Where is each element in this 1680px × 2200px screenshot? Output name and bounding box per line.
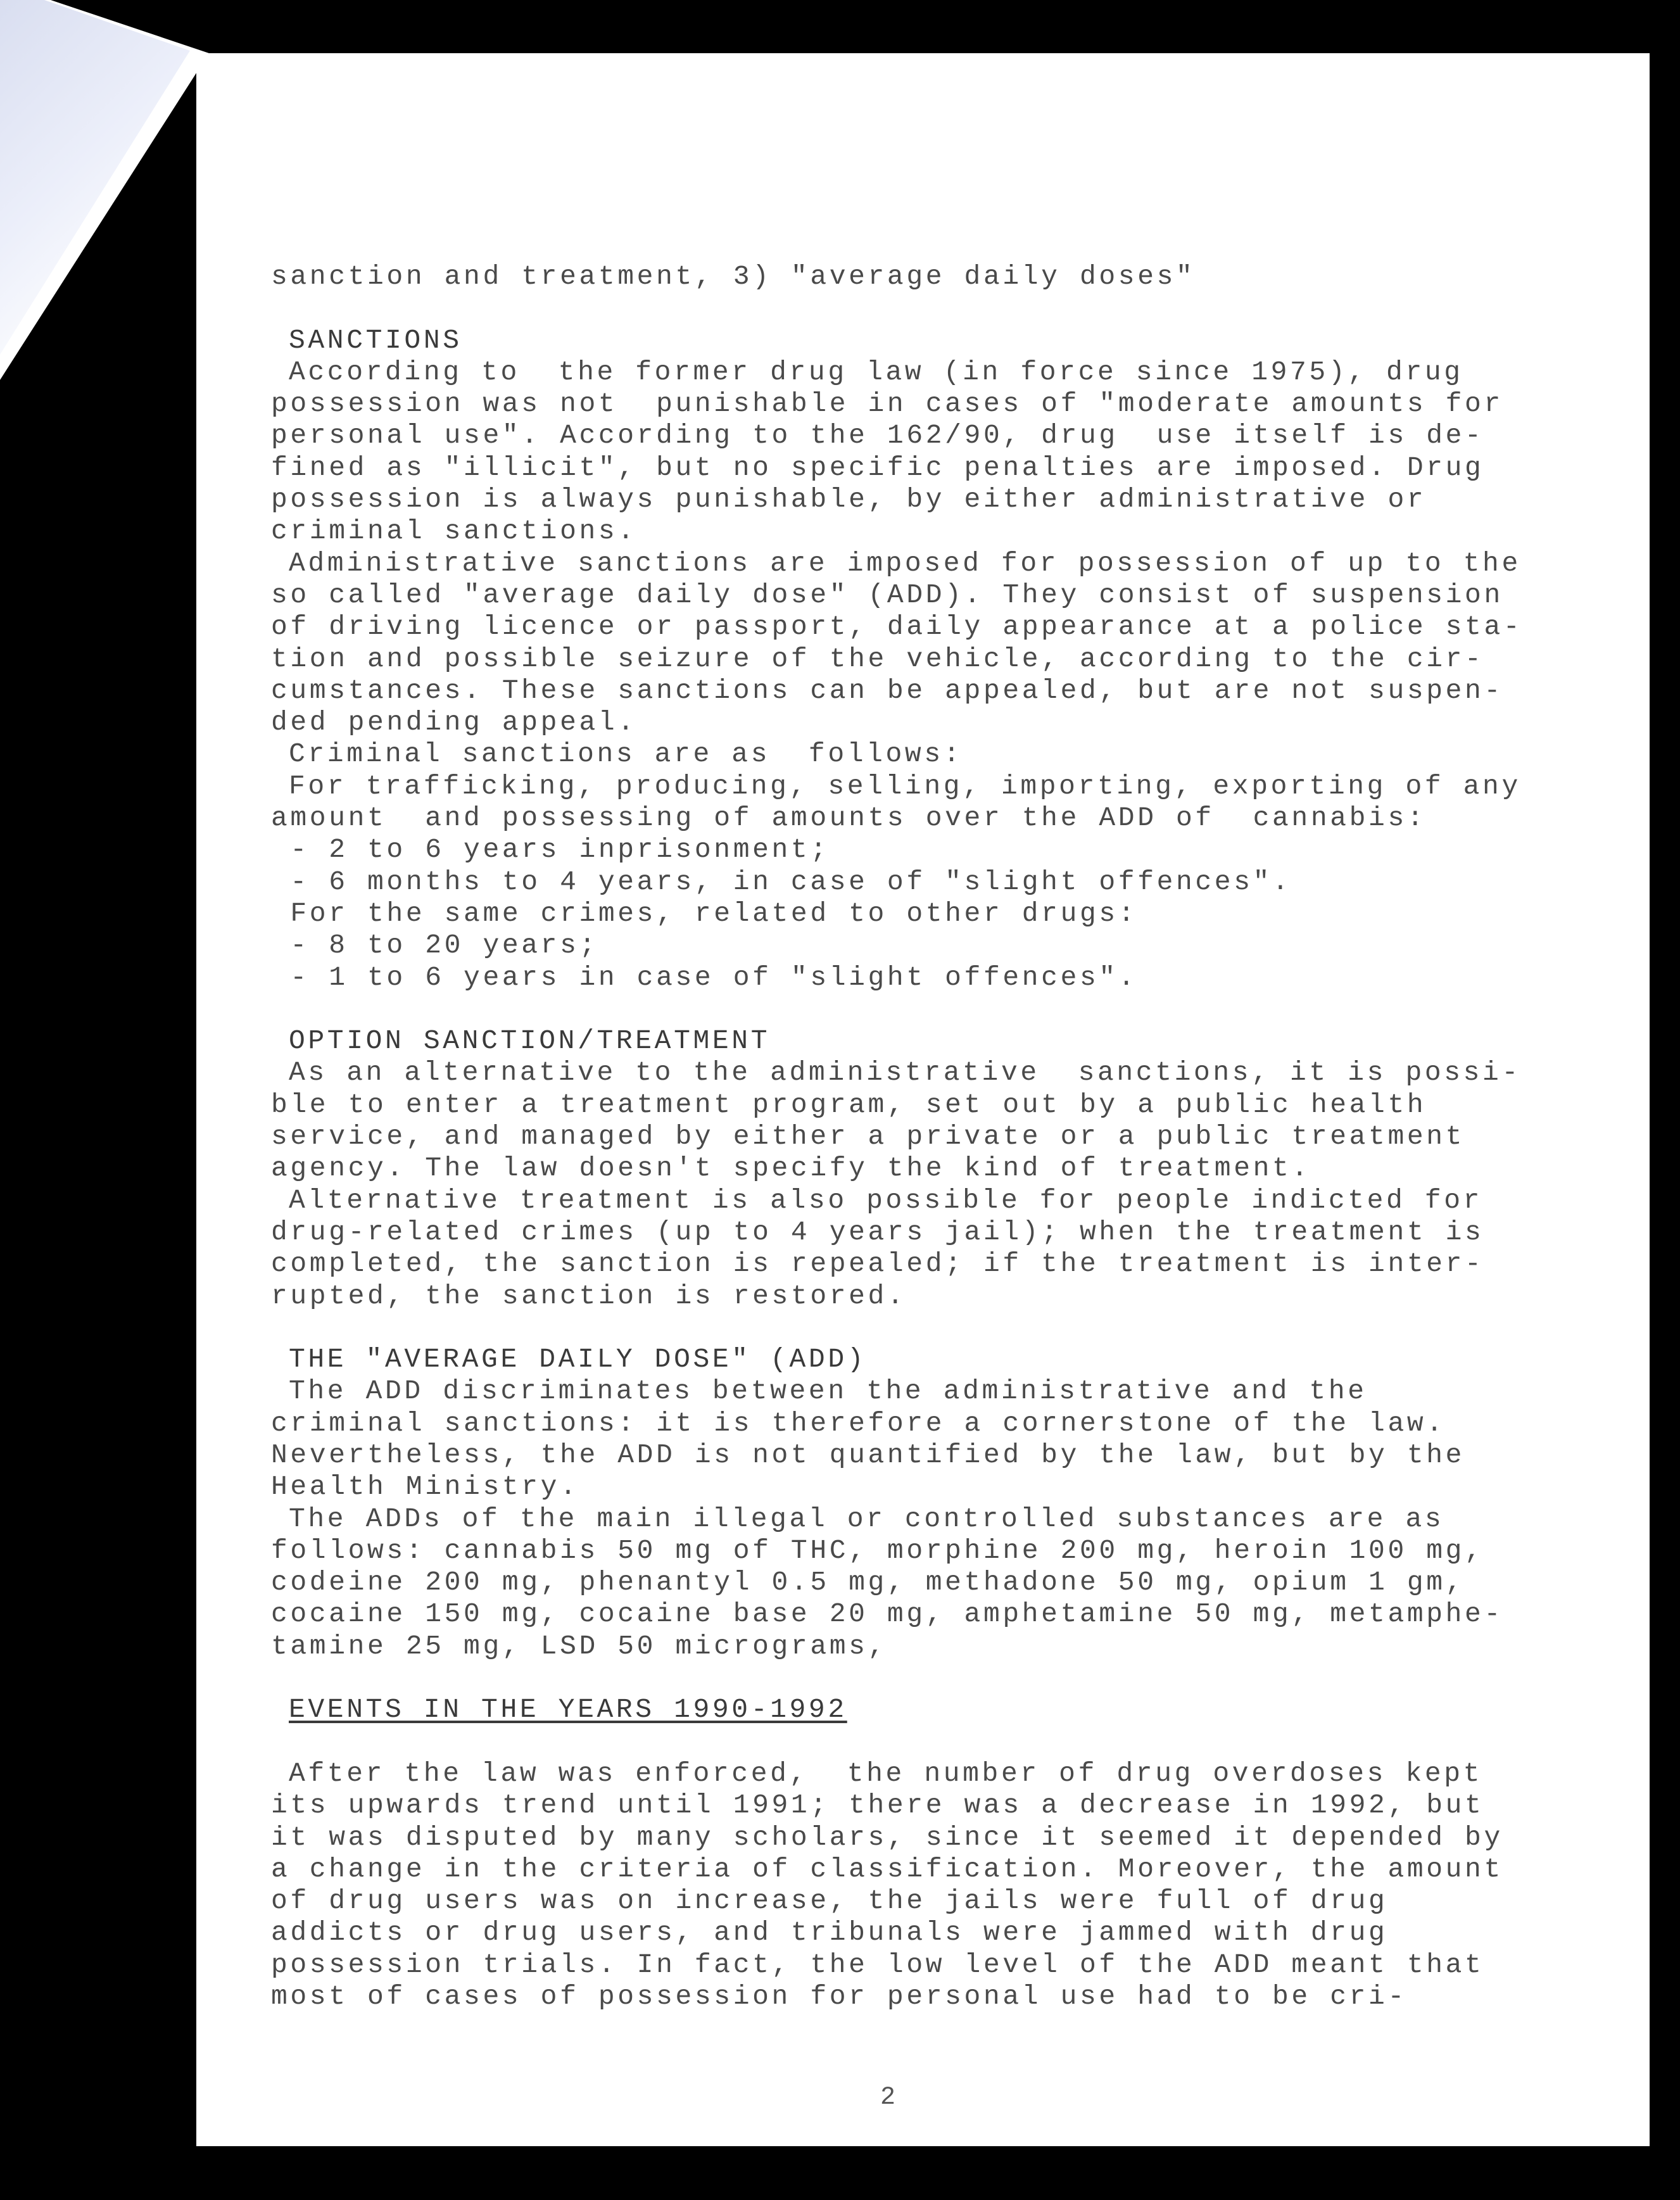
list-item: - 6 months to 4 years, in case of "slight offences". xyxy=(271,866,1292,897)
page-number: 2 xyxy=(880,2083,897,2112)
list-item: - 8 to 20 years; xyxy=(271,930,598,961)
text-line: its upwards trend until 1991; there was a decrease in 1992, but xyxy=(271,1790,1484,1821)
folded-corner-shade xyxy=(0,0,190,355)
section-heading-add: THE "AVERAGE DAILY DOSE" (ADD) xyxy=(289,1344,867,1375)
text-line: cumstances. These sanctions can be appealed, but are not suspen- xyxy=(271,674,1503,706)
intro-line: sanction and treatment, 3) "average daily doses" xyxy=(271,261,1196,292)
text-line: criminal sanctions. xyxy=(271,515,637,547)
text-line: follows: cannabis 50 mg of THC, morphine 200 mg, heroin 100 mg, xyxy=(271,1534,1484,1566)
document-body xyxy=(271,261,1523,2013)
paragraph-add-2 xyxy=(271,1503,1506,1662)
spacer xyxy=(271,1312,1506,1344)
text-line: Nevertheless, the ADD is not quantified by the law, but by the xyxy=(271,1439,1465,1470)
text-line: it was disputed by many scholars, since it seemed it depended by xyxy=(271,1821,1503,1853)
text-line: amount and possessing of amounts over the ADD of cannabis: xyxy=(271,802,1427,834)
text-line: For the same crimes, related to other drugs: xyxy=(271,897,1138,929)
text-line: criminal sanctions: it is therefore a cornerstone of the law. xyxy=(271,1407,1446,1439)
text-line: fined as "illicit", but no specific penalties are imposed. Drug xyxy=(271,452,1484,483)
list-item: - 1 to 6 years in case of "slight offences". xyxy=(271,961,1138,993)
spacer xyxy=(271,1662,1506,1694)
text-line: agency. The law doesn't specify the kind of treatment. xyxy=(271,1153,1311,1184)
text-line: tamine 25 mg, LSD 50 micrograms, xyxy=(271,1630,887,1662)
text-line: According to the former drug law (in force since 1975), drug xyxy=(289,356,1463,388)
spacer xyxy=(271,1726,1506,1758)
paragraph-sanctions-2 xyxy=(271,547,1523,739)
text-line: possession was not punishable in cases of "moderate amounts for xyxy=(271,388,1503,420)
text-line: drug-related crimes (up to 4 years jail); when the treatment is xyxy=(271,1216,1484,1248)
paragraph-add-1 xyxy=(271,1375,1506,1503)
text-line: completed, the sanction is repealed; if the treatment is inter- xyxy=(271,1248,1484,1280)
spacer xyxy=(271,293,1506,324)
text-line: Alternative treatment is also possible for people indicted for xyxy=(289,1184,1483,1216)
text-line: ded pending appeal. xyxy=(271,707,637,738)
text-line: codeine 200 mg, phenantyl 0.5 mg, methadone 50 mg, opium 1 gm, xyxy=(271,1567,1465,1598)
paragraph-option-2 xyxy=(271,1185,1506,1312)
text-line: addicts or drug users, and tribunals were jammed with drug xyxy=(271,1917,1388,1949)
text-line: As an alternative to the administrative sanctions, it is possi- xyxy=(289,1057,1521,1089)
section-heading-sanctions: SANCTIONS xyxy=(289,324,462,356)
text-line: ble to enter a treatment program, set out by a public health xyxy=(271,1089,1427,1120)
text-line: rupted, the sanction is restored. xyxy=(271,1280,907,1312)
text-line: The ADDs of the main illegal or controlled substances are as xyxy=(289,1503,1444,1534)
text-line: cocaine 150 mg, cocaine base 20 mg, amphetamine 50 mg, metamphe- xyxy=(271,1598,1503,1630)
list-item: - 2 to 6 years inprisonment; xyxy=(271,834,830,866)
text-line: possession trials. In fact, the low level of the ADD meant that xyxy=(271,1949,1484,1980)
text-line: of driving licence or passport, daily appearance at a police sta- xyxy=(271,611,1523,643)
paragraph-sanctions-4 xyxy=(271,770,1521,994)
paragraph-sanctions-3 xyxy=(271,738,1506,770)
text-line: Health Ministry. xyxy=(271,1471,579,1503)
text-line: most of cases of possession for personal use had to be cri- xyxy=(271,1981,1407,2013)
text-line: Administrative sanctions are imposed for possession of up to the xyxy=(289,547,1521,579)
text-line: possession is always punishable, by either administrative or xyxy=(271,484,1427,515)
text-line: tion and possible seizure of the vehicle, according to the cir- xyxy=(271,643,1484,674)
spacer xyxy=(271,994,1506,1025)
paragraph-option-1 xyxy=(271,1057,1521,1184)
text-line: so called "average daily dose" (ADD). They consist of suspension xyxy=(271,579,1503,610)
section-heading-events: EVENTS IN THE YEARS 1990-1992 xyxy=(289,1694,847,1726)
section-heading-option: OPTION SANCTION/TREATMENT xyxy=(289,1025,771,1057)
paragraph-events-1 xyxy=(271,1758,1506,2013)
text-line: of drug users was on increase, the jails were full of drug xyxy=(271,1885,1388,1917)
text-line: a change in the criteria of classification. Moreover, the amount xyxy=(271,1853,1503,1885)
text-line: For trafficking, producing, selling, importing, exporting of any xyxy=(289,770,1521,802)
paragraph-sanctions-1 xyxy=(271,357,1506,548)
text-line: service, and managed by either a private or a public treatment xyxy=(271,1121,1465,1153)
text-line: The ADD discriminates between the administrative and the xyxy=(289,1375,1367,1407)
text-line: Criminal sanctions are as follows: xyxy=(289,738,963,770)
text-line: personal use". According to the 162/90, drug use itself is de- xyxy=(271,420,1484,452)
text-line: After the law was enforced, the number of drug overdoses kept xyxy=(289,1757,1483,1789)
